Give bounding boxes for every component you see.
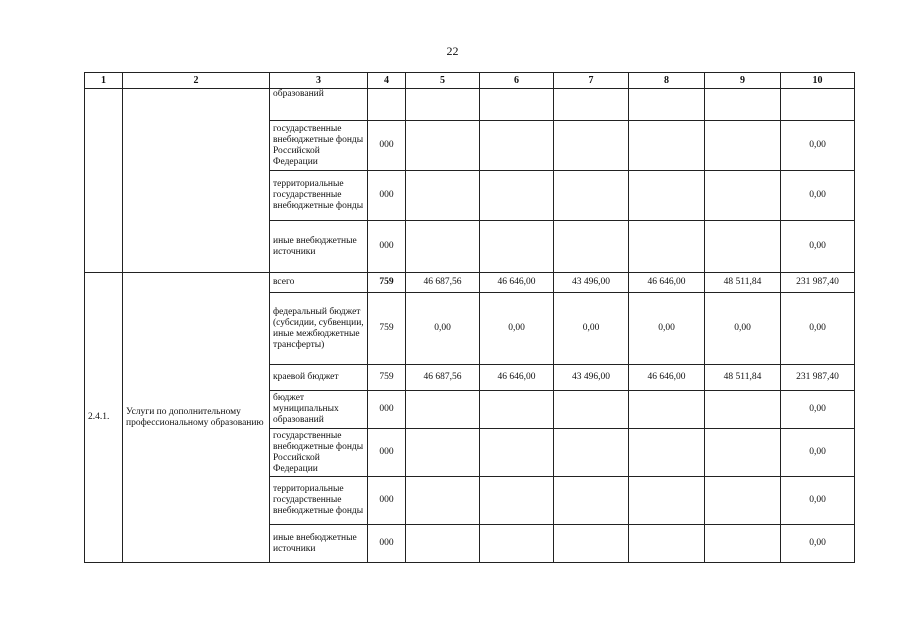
- value-cell: [554, 429, 629, 477]
- value-cell: [406, 171, 480, 221]
- value-cell: [629, 429, 705, 477]
- value-cell: [554, 171, 629, 221]
- value-cell: [480, 477, 554, 525]
- budget-table: [84, 72, 855, 563]
- total-cell: 0,00: [781, 293, 855, 365]
- value-cell: [629, 171, 705, 221]
- value-cell: [480, 221, 554, 273]
- total-cell: 0,00: [781, 121, 855, 171]
- item-name-cell: [123, 89, 270, 273]
- value-cell: [705, 89, 781, 121]
- value-cell: [705, 391, 781, 429]
- value-cell: 46 687,56: [406, 273, 480, 293]
- value-cell: 0,00: [406, 293, 480, 365]
- value-cell: [629, 525, 705, 563]
- value-cell: 0,00: [629, 293, 705, 365]
- code-cell: 000: [368, 429, 406, 477]
- value-cell: [554, 121, 629, 171]
- value-cell: [480, 89, 554, 121]
- value-cell: 43 496,00: [554, 273, 629, 293]
- table-row: [85, 273, 855, 293]
- funding-source: краевой бюджет: [270, 365, 368, 391]
- code-cell: 000: [368, 525, 406, 563]
- funding-source: бюджет муниципальных образований: [270, 391, 368, 429]
- value-cell: [629, 89, 705, 121]
- value-cell: 0,00: [554, 293, 629, 365]
- funding-source: образований: [270, 89, 368, 121]
- value-cell: [554, 525, 629, 563]
- value-cell: [406, 89, 480, 121]
- table-row: [85, 89, 855, 121]
- value-cell: [629, 391, 705, 429]
- code-cell: 000: [368, 121, 406, 171]
- value-cell: 46 646,00: [629, 273, 705, 293]
- value-cell: [480, 391, 554, 429]
- value-cell: [629, 121, 705, 171]
- funding-source: федеральный бюджет (субсидии, субвенции, иные межбюджетные трансферты): [270, 293, 368, 365]
- code-cell: 759: [368, 273, 406, 293]
- column-header: 6: [480, 73, 554, 89]
- funding-source: иные внебюджетные источники: [270, 221, 368, 273]
- value-cell: [480, 525, 554, 563]
- code-cell: 000: [368, 391, 406, 429]
- value-cell: 46 646,00: [480, 273, 554, 293]
- total-cell: 0,00: [781, 171, 855, 221]
- code-cell: 759: [368, 365, 406, 391]
- value-cell: [406, 429, 480, 477]
- total-cell: 0,00: [781, 391, 855, 429]
- total-cell: 0,00: [781, 525, 855, 563]
- total-cell: 0,00: [781, 221, 855, 273]
- value-cell: 48 511,84: [705, 365, 781, 391]
- column-header: 3: [270, 73, 368, 89]
- value-cell: [554, 477, 629, 525]
- column-header: 5: [406, 73, 480, 89]
- value-cell: [480, 171, 554, 221]
- total-cell: [781, 89, 855, 121]
- column-header: 4: [368, 73, 406, 89]
- value-cell: [629, 221, 705, 273]
- code-cell: 000: [368, 477, 406, 525]
- value-cell: [406, 525, 480, 563]
- value-cell: 46 646,00: [629, 365, 705, 391]
- value-cell: [629, 477, 705, 525]
- code-cell: 759: [368, 293, 406, 365]
- value-cell: [705, 429, 781, 477]
- value-cell: 48 511,84: [705, 273, 781, 293]
- value-cell: [406, 121, 480, 171]
- column-header: 10: [781, 73, 855, 89]
- value-cell: 43 496,00: [554, 365, 629, 391]
- item-name: Услуги по дополнительному профессиональному образованию: [123, 273, 270, 563]
- funding-source: территориальные государственные внебюджетные фонды: [270, 171, 368, 221]
- column-header: 7: [554, 73, 629, 89]
- funding-source: государственные внебюджетные фонды Российской Федерации: [270, 121, 368, 171]
- value-cell: 0,00: [705, 293, 781, 365]
- funding-source: государственные внебюджетные фонды Российской Федерации: [270, 429, 368, 477]
- total-cell: 231 987,40: [781, 365, 855, 391]
- value-cell: [554, 391, 629, 429]
- code-cell: 000: [368, 221, 406, 273]
- funding-source: иные внебюджетные источники: [270, 525, 368, 563]
- item-number: 2.4.1.: [85, 273, 123, 563]
- code-cell: [368, 89, 406, 121]
- column-header: 1: [85, 73, 123, 89]
- value-cell: [480, 121, 554, 171]
- value-cell: [705, 171, 781, 221]
- value-cell: 46 646,00: [480, 365, 554, 391]
- code-cell: 000: [368, 171, 406, 221]
- value-cell: [554, 89, 629, 121]
- item-number-cell: [85, 89, 123, 273]
- total-cell: 0,00: [781, 429, 855, 477]
- value-cell: [705, 121, 781, 171]
- column-header: 8: [629, 73, 705, 89]
- funding-source: территориальные государственные внебюджетные фонды: [270, 477, 368, 525]
- header-row: [85, 73, 855, 89]
- funding-source: всего: [270, 273, 368, 293]
- value-cell: [705, 221, 781, 273]
- page-number: 22: [446, 44, 459, 58]
- value-cell: [705, 477, 781, 525]
- total-cell: 0,00: [781, 477, 855, 525]
- value-cell: [406, 391, 480, 429]
- value-cell: [554, 221, 629, 273]
- column-header: 2: [123, 73, 270, 89]
- value-cell: [480, 429, 554, 477]
- total-cell: 231 987,40: [781, 273, 855, 293]
- value-cell: [705, 525, 781, 563]
- value-cell: [406, 477, 480, 525]
- column-header: 9: [705, 73, 781, 89]
- value-cell: 0,00: [480, 293, 554, 365]
- value-cell: [406, 221, 480, 273]
- value-cell: 46 687,56: [406, 365, 480, 391]
